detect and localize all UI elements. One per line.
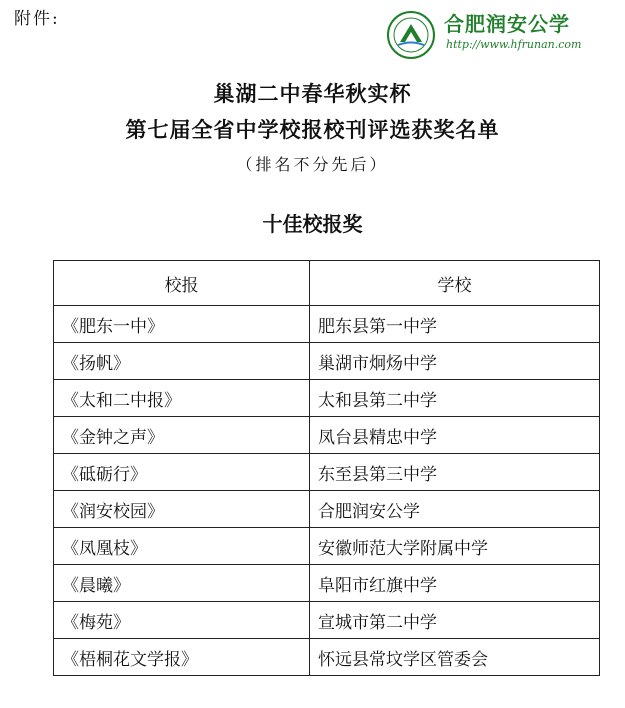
column-header-school: 学校: [310, 261, 600, 306]
table-row: [54, 454, 600, 491]
school-cell: 太和县第二中学: [310, 380, 600, 417]
school-cell: 东至县第三中学: [310, 454, 600, 491]
document-title-line-1: 巢湖二中春华秋实杯: [213, 82, 412, 106]
school-cell: 肥东县第一中学: [310, 306, 600, 343]
table-row: [54, 417, 600, 454]
school-cell: 安徽师范大学附属中学: [310, 528, 600, 565]
newspaper-cell: 《梅苑》: [54, 602, 310, 639]
school-logo[interactable]: [386, 8, 618, 60]
newspaper-cell: 《金钟之声》: [54, 417, 310, 454]
table-row: [54, 343, 600, 380]
section-title: 十佳校报奖: [262, 212, 363, 236]
newspaper-cell: 《梧桐花文学报》: [54, 639, 310, 676]
logo-school-name: 合肥润安公学: [444, 12, 570, 36]
table-row: [54, 380, 600, 417]
logo-url[interactable]: http://www.hfrunan.com: [446, 38, 582, 51]
newspaper-cell: 《太和二中报》: [54, 380, 310, 417]
school-cell: 合肥润安公学: [310, 491, 600, 528]
newspaper-cell: 《凤凰枝》: [54, 528, 310, 565]
table-row: [54, 565, 600, 602]
table-row: [54, 639, 600, 676]
school-cell: 凤台县精忠中学: [310, 417, 600, 454]
school-emblem-icon: [386, 10, 436, 60]
column-header-newspaper: 校报: [54, 261, 310, 306]
newspaper-cell: 《肥东一中》: [54, 306, 310, 343]
attachment-label: 附件:: [14, 9, 60, 29]
table-header-row: [54, 261, 600, 306]
newspaper-cell: 《扬帆》: [54, 343, 310, 380]
table-row: [54, 306, 600, 343]
newspaper-cell: 《润安校园》: [54, 491, 310, 528]
document-title-line-2: 第七届全省中学校报校刊评选获奖名单: [125, 118, 500, 142]
school-cell: 巢湖市炯炀中学: [310, 343, 600, 380]
school-cell: 怀远县常坟学区管委会: [310, 639, 600, 676]
newspaper-cell: 《砥砺行》: [54, 454, 310, 491]
table-row: [54, 491, 600, 528]
awards-table: [53, 260, 600, 676]
table-row: [54, 528, 600, 565]
school-cell: 宣城市第二中学: [310, 602, 600, 639]
newspaper-cell: 《晨曦》: [54, 565, 310, 602]
document-subtitle: （排名不分先后）: [236, 155, 389, 174]
school-cell: 阜阳市红旗中学: [310, 565, 600, 602]
table-row: [54, 602, 600, 639]
